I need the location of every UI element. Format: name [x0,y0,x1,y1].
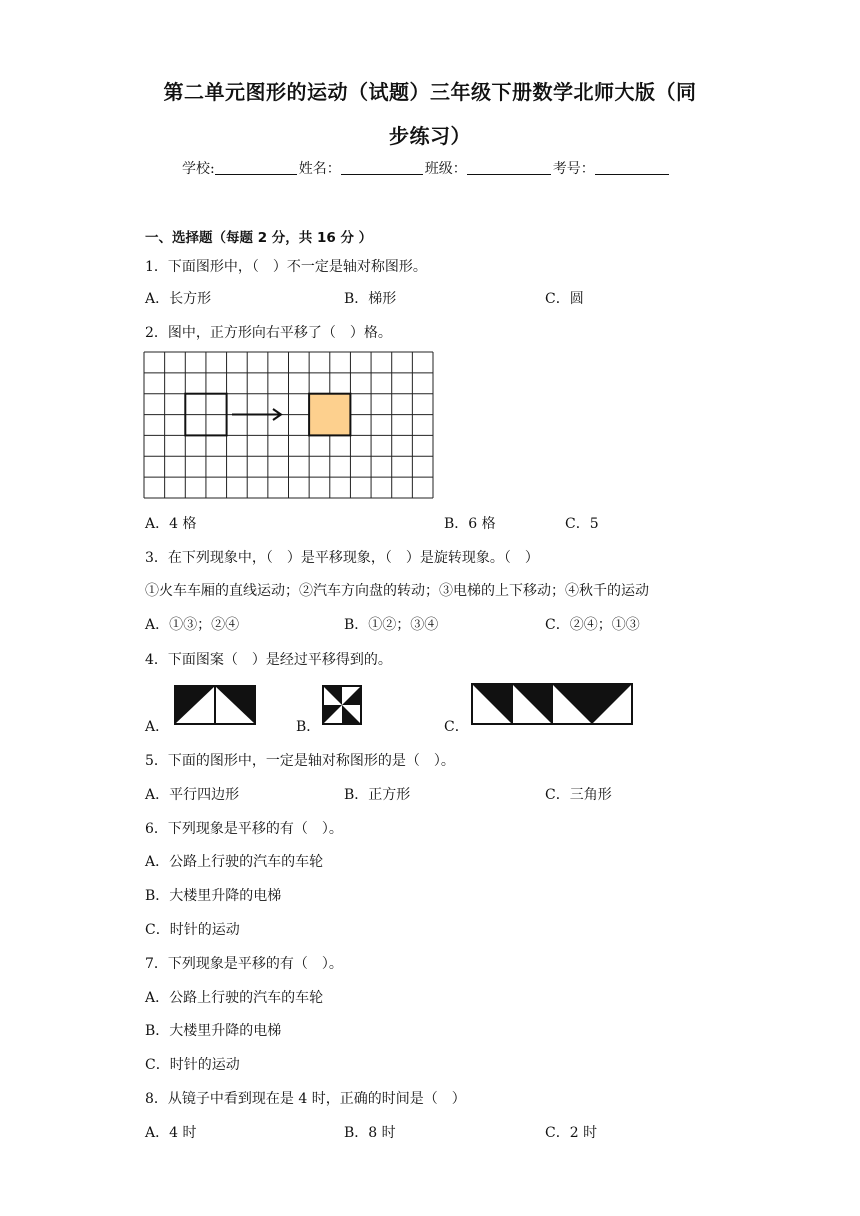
question-7-stem: 7．下列现象是平移的有（ ）。 [145,956,343,972]
question-4-option-c[interactable]: C． [444,719,469,735]
question-7-option-b[interactable]: B．大楼里升降的电梯 [145,1023,282,1039]
question-6-option-b[interactable]: B．大楼里升降的电梯 [145,888,282,904]
question-5-option-a[interactable]: A．平行四边形 [145,787,240,803]
pattern-b-pinwheel-figure[interactable] [323,686,361,724]
question-1-option-b[interactable]: B．梯形 [344,291,397,307]
question-4-option-a[interactable]: A． [145,719,170,735]
question-2-option-b[interactable]: B．6 格 [444,516,496,532]
question-6-option-a[interactable]: A．公路上行驶的汽车的车轮 [145,854,324,870]
question-4-option-b[interactable]: B． [296,719,321,735]
exam-no-label: 考号： [552,161,595,177]
question-7-option-c[interactable]: C．时针的运动 [145,1057,240,1073]
question-5-stem: 5．下面的图形中，一定是轴对称图形的是（ ）。 [145,753,455,769]
class-label: 班级： [424,161,467,177]
pattern-c-figure[interactable] [472,684,632,724]
class-blank[interactable] [467,160,551,175]
question-6-stem: 6．下列现象是平移的有（ ）。 [145,821,343,837]
question-6-option-c[interactable]: C．时针的运动 [145,922,240,938]
question-2-stem: 2．图中，正方形向右平移了（ ）格。 [145,325,392,341]
name-blank[interactable] [341,160,423,175]
section-heading: 一、选择题（每题 2 分，共 16 分 ） [145,230,373,246]
question-8-option-a[interactable]: A．4 时 [145,1125,197,1141]
question-3-detail: ①火车车厢的直线运动；②汽车方向盘的转动；③电梯的上下移动；④秋千的运动 [145,583,649,599]
question-1-option-c[interactable]: C．圆 [545,291,584,307]
question-8-option-c[interactable]: C．2 时 [545,1125,598,1141]
question-1-stem: 1．下面图形中，（ ）不一定是轴对称图形。 [145,259,427,275]
school-label: 学校: [182,161,215,177]
question-8-stem: 8．从镜子中看到现在是 4 时，正确的时间是（ ） [145,1091,466,1107]
question-7-option-a[interactable]: A．公路上行驶的汽车的车轮 [145,990,324,1006]
question-4-stem: 4．下面图案（ ）是经过平移得到的。 [145,652,392,668]
question-3-option-a[interactable]: A．①③；②④ [145,617,240,633]
translation-grid-figure [144,352,433,498]
question-3-stem: 3．在下列现象中，（ ）是平移现象，（ ）是旋转现象。（ ） [145,550,539,566]
question-1-option-a[interactable]: A．长方形 [145,291,212,307]
page-title-line2: 步练习） [389,124,471,148]
question-2-option-c[interactable]: C．5 [565,516,599,532]
pattern-a-figure[interactable] [175,686,255,724]
question-5-option-b[interactable]: B．正方形 [344,787,411,803]
question-3-option-b[interactable]: B．①②；③④ [344,617,439,633]
question-5-option-c[interactable]: C．三角形 [545,787,612,803]
question-3-option-c[interactable]: C．②④；①③ [545,617,640,633]
student-info [182,158,671,178]
name-label: 姓名： [298,161,341,177]
question-2-option-a[interactable]: A．4 格 [145,516,197,532]
question-8-option-b[interactable]: B．8 时 [344,1125,396,1141]
school-blank[interactable] [215,160,297,175]
exam-no-blank[interactable] [595,160,669,175]
page-title-line1: 第二单元图形的运动（试题）三年级下册数学北师大版（同 [163,80,697,104]
moved-square [309,394,350,436]
